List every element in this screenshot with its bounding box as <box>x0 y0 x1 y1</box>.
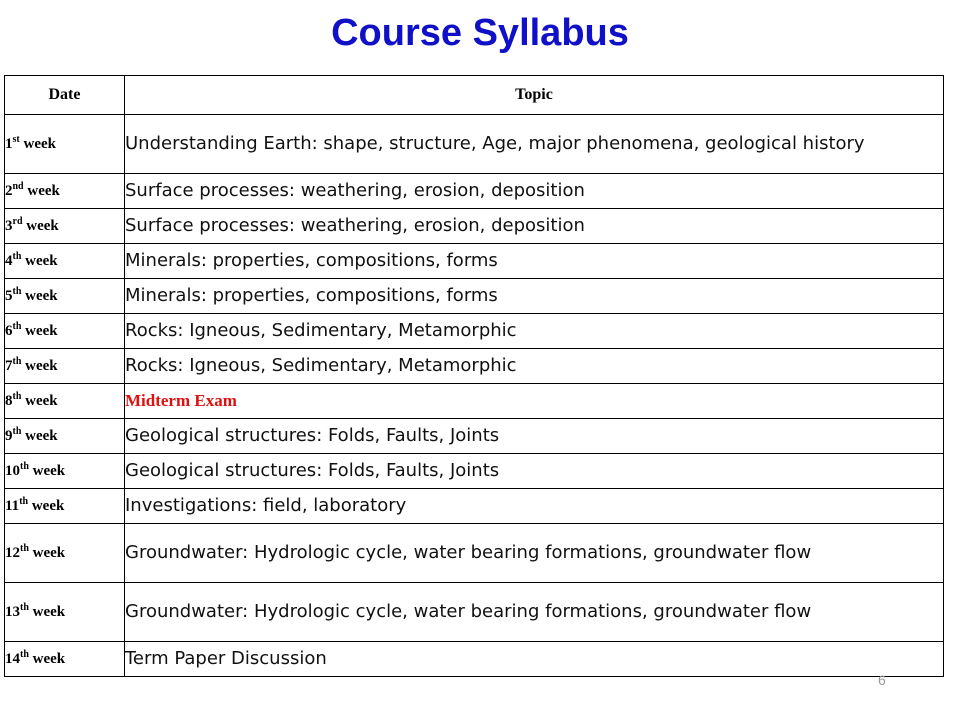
topic-cell: Investigations: field, laboratory <box>125 489 944 524</box>
page-number: 6 <box>878 672 886 688</box>
page-title: Course Syllabus <box>331 12 629 54</box>
topic-cell: Groundwater: Hydrologic cycle, water bearing formations, groundwater flow <box>125 524 944 583</box>
week-cell: 9th week <box>5 419 125 454</box>
table-row <box>5 244 944 279</box>
week-cell: 7th week <box>5 349 125 384</box>
topic-cell: Geological structures: Folds, Faults, Joints <box>125 454 944 489</box>
topic-cell: Minerals: properties, compositions, forms <box>125 279 944 314</box>
topic-cell: Geological structures: Folds, Faults, Joints <box>125 419 944 454</box>
table-row <box>5 279 944 314</box>
week-cell: 8th week <box>5 384 125 419</box>
table-row <box>5 489 944 524</box>
table-row <box>5 524 944 583</box>
week-cell: 11th week <box>5 489 125 524</box>
topic-cell-midterm: Midterm Exam <box>125 384 944 419</box>
syllabus-table <box>4 75 944 677</box>
topic-cell: Surface processes: weathering, erosion, deposition <box>125 174 944 209</box>
week-cell: 5th week <box>5 279 125 314</box>
table-row <box>5 174 944 209</box>
week-cell: 4th week <box>5 244 125 279</box>
week-cell: 13th week <box>5 583 125 642</box>
table-row <box>5 384 944 419</box>
topic-cell: Term Paper Discussion <box>125 642 944 677</box>
topic-cell: Minerals: properties, compositions, forms <box>125 244 944 279</box>
topic-cell: Rocks: Igneous, Sedimentary, Metamorphic <box>125 349 944 384</box>
topic-cell: Rocks: Igneous, Sedimentary, Metamorphic <box>125 314 944 349</box>
topic-cell: Understanding Earth: shape, structure, Age, major phenomena, geological history <box>125 115 944 174</box>
table-row <box>5 454 944 489</box>
topic-cell: Groundwater: Hydrologic cycle, water bearing formations, groundwater flow <box>125 583 944 642</box>
week-cell: 3rd week <box>5 209 125 244</box>
table-row <box>5 349 944 384</box>
table-row <box>5 583 944 642</box>
column-header-date: Date <box>5 76 125 115</box>
table-row <box>5 642 944 677</box>
column-header-topic: Topic <box>125 76 944 115</box>
week-cell: 1st week <box>5 115 125 174</box>
table-header-row <box>5 76 944 115</box>
table-row <box>5 419 944 454</box>
week-cell: 12th week <box>5 524 125 583</box>
week-cell: 2nd week <box>5 174 125 209</box>
week-cell: 6th week <box>5 314 125 349</box>
table-row <box>5 115 944 174</box>
table-row <box>5 209 944 244</box>
week-cell: 10th week <box>5 454 125 489</box>
week-cell: 14th week <box>5 642 125 677</box>
topic-cell: Surface processes: weathering, erosion, deposition <box>125 209 944 244</box>
table-row <box>5 314 944 349</box>
